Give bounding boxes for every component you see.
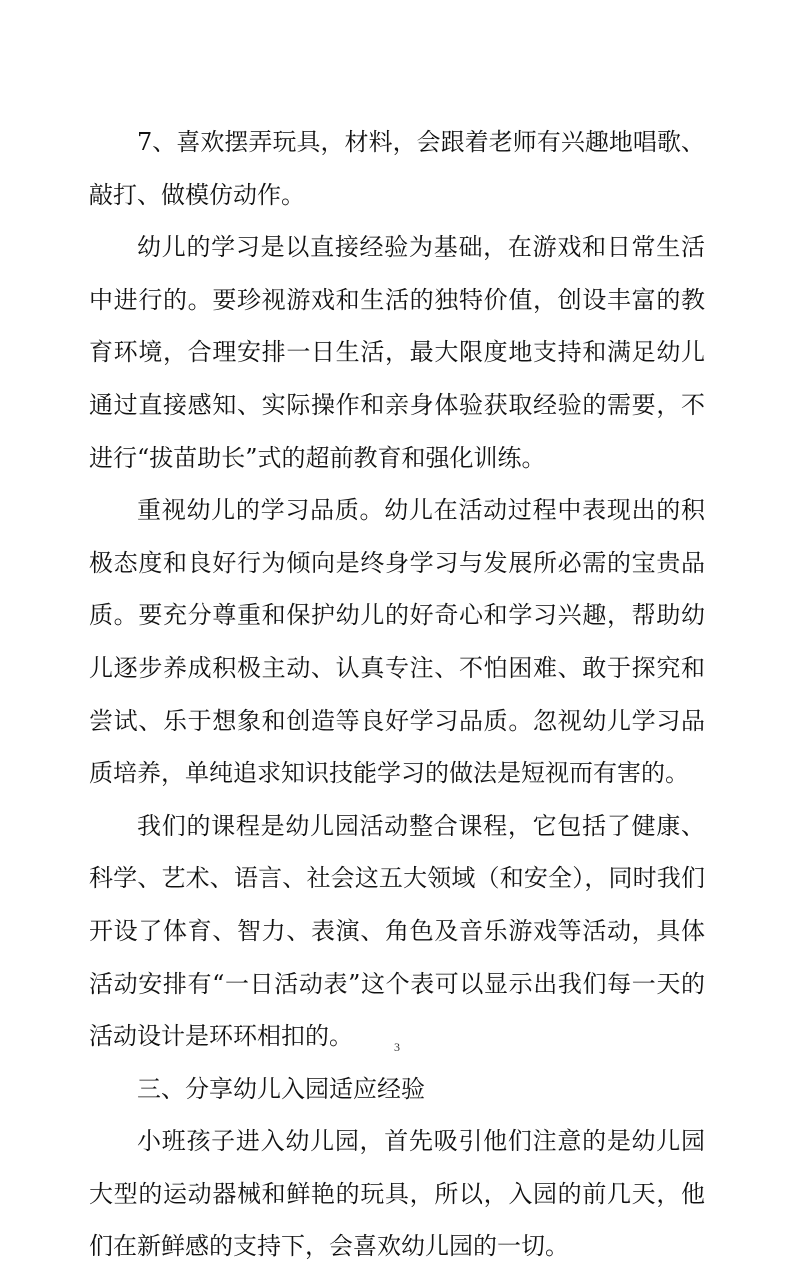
body-text [89, 116, 705, 1273]
paragraph-4: 我们的课程是幼儿园活动整合课程，它包括了健康、科学、艺术、语言、社会这五大领域（和安全），同时我们开设了体育、智力、表演、角色及音乐游戏等活动，具体活动安排有“一日活动表”这个表可以显示出我们每一天的活动设计是环环相扣的。 [89, 811, 705, 1051]
paragraph-3: 重视幼儿的学习品质。幼儿在活动过程中表现出的积极态度和良好行为倾向是终身学习与发展所必需的宝贵品质。要充分尊重和保护幼儿的好奇心和学习兴趣，帮助幼儿逐步养成积极主动、认真专注、不怕困难、敢于探究和尝试、乐于想象和创造等良好学习品质。忽视幼儿学习品质培养，单纯追求知识技能学习的做法是短视而有害的。 [89, 496, 705, 788]
section-heading: 三、分享幼儿入园适应经验 [137, 1074, 425, 1103]
page-number: 3 [394, 1040, 400, 1054]
paragraph-2: 幼儿的学习是以直接经验为基础，在游戏和日常生活中进行的。要珍视游戏和生活的独特价值，创设丰富的教育环境，合理安排一日生活，最大限度地支持和满足幼儿通过直接感知、实际操作和亲身体验获取经验的需要，不进行“拔苗助长”式的超前教育和强化训练。 [89, 233, 705, 472]
paragraph-1: 7、喜欢摆弄玩具，材料，会跟着老师有兴趣地唱歌、敲打、做模仿动作。 [89, 128, 705, 209]
paragraph-5: 小班孩子进入幼儿园，首先吸引他们注意的是幼儿园大型的运动器械和鲜艳的玩具，所以，入园的前几天，他们在新鲜感的支持下，会喜欢幼儿园的一切。 [89, 1127, 705, 1261]
